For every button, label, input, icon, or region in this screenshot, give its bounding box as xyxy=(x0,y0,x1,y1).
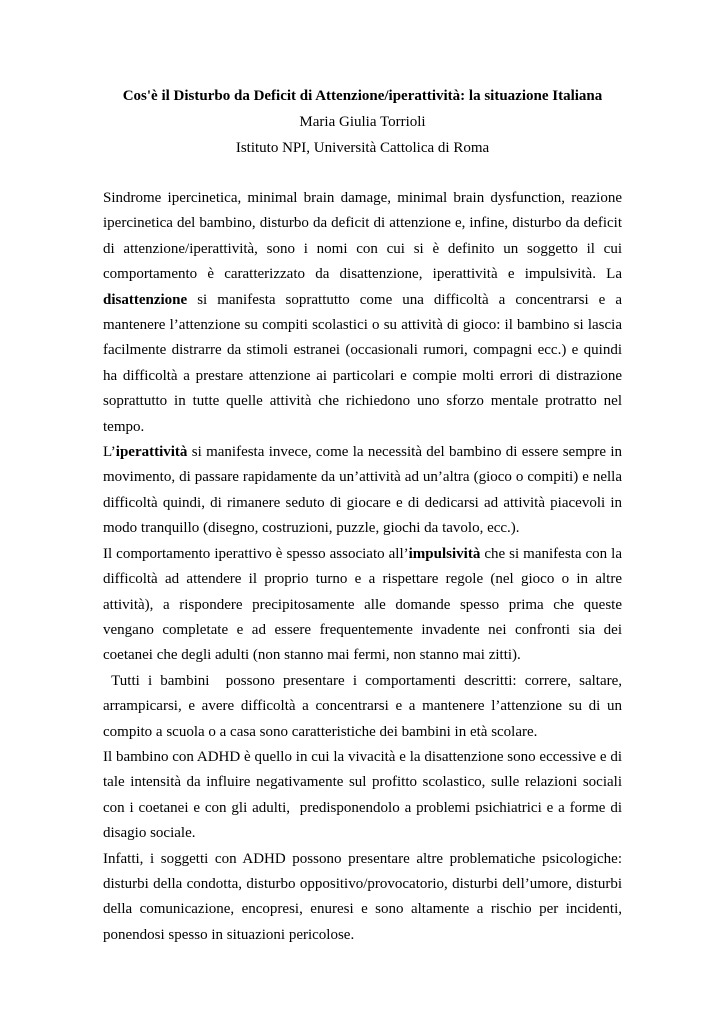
term-impulsivita: impulsività xyxy=(408,545,481,562)
paragraph-problematiche: Infatti, i soggetti con ADHD possono presentare altre problematiche psicologiche: disturbi della condotta, disturbo oppositivo/provocatorio, disturbi dell’umore, disturbi della comunicazione, encopresi, enuresi e sono altamente a rischio per incidenti, ponendosi spesso in situazioni pericolose. xyxy=(103,850,622,943)
paragraph-impulsivita xyxy=(103,542,622,669)
document-title: Cos'è il Disturbo da Deficit di Attenzione/iperattività: la situazione Italiana xyxy=(122,88,603,104)
term-disattenzione: disattenzione xyxy=(103,291,188,308)
paragraph-iperattivita xyxy=(103,440,622,542)
term-iperattivita: iperattività xyxy=(115,444,188,461)
paragraph-text: Sindrome ipercinetica, minimal brain damage, minimal brain dysfunction, reazione ipercinetica del bambino, disturbo da deficit di attenzione e, infine, disturbo da deficit di attenzione/iperattività, sono i nomi con cui si è definito un soggetto il cui comportamento è caratterizzato da disattenzione, iperattività e impulsività. La xyxy=(103,190,622,283)
document-author: Maria Giulia Torrioli xyxy=(299,114,426,130)
document-body xyxy=(103,186,626,948)
paragraph-disattenzione xyxy=(103,186,622,440)
document-header xyxy=(103,83,622,161)
paragraph-text: che si manifesta con la difficoltà ad attendere il proprio turno e a rispettare regole (nel gioco o in altre attività), a rispondere precipitosamente alle domande spesso prima che queste vengano completate e ad essere frequentemente invadente nei confronti sia dei coetanei che degli adulti (non stanno mai fermi, non stanno mai zitti). xyxy=(103,545,622,664)
paragraph-text: Il comportamento iperattivo è spesso associato all’ xyxy=(103,545,409,562)
paragraph-tutti-i-bambini: Tutti i bambini possono presentare i comportamenti descritti: correre, saltare, arrampicarsi, e avere difficoltà a concentrarsi e a mantenere l’attenzione su di un compito a scuola o a casa sono caratteristiche dei bambini in età scolare. xyxy=(103,672,626,740)
paragraph-text: si manifesta soprattutto come una difficoltà a concentrarsi e a mantenere l’attenzione su compiti scolastici o su attività di gioco: il bambino si lascia facilmente distrarre da stimoli estranei (occasionali rumori, compagni ecc.) e quindi ha difficoltà a prestare attenzione ai particolari e compie molti errori di distrazione soprattutto in tutte quelle attività che richiedono uno sforzo mentale protratto nel tempo. xyxy=(103,291,622,435)
paragraph-text: si manifesta invece, come la necessità del bambino di essere sempre in movimento, di passare rapidamente da un’attività ad un’altra (gioco o compiti) e nella difficoltà quindi, di rimanere seduto di giocare e di dedicarsi ad attività piacevoli in modo tranquillo (disegno, costruzioni, puzzle, giochi da tavolo, ecc.). xyxy=(103,444,622,537)
document-page xyxy=(103,83,626,948)
paragraph-text: L’ xyxy=(103,444,116,461)
document-affiliation: Istituto NPI, Università Cattolica di Roma xyxy=(235,140,490,156)
paragraph-bambino-adhd: Il bambino con ADHD è quello in cui la vivacità e la disattenzione sono eccessive e di tale intensità da influire negativamente sul profitto scolastico, sulle relazioni sociali con i coetanei e con gli adulti, predisponendolo a problemi psichiatrici e a forme di disagio sociale. xyxy=(103,748,626,842)
